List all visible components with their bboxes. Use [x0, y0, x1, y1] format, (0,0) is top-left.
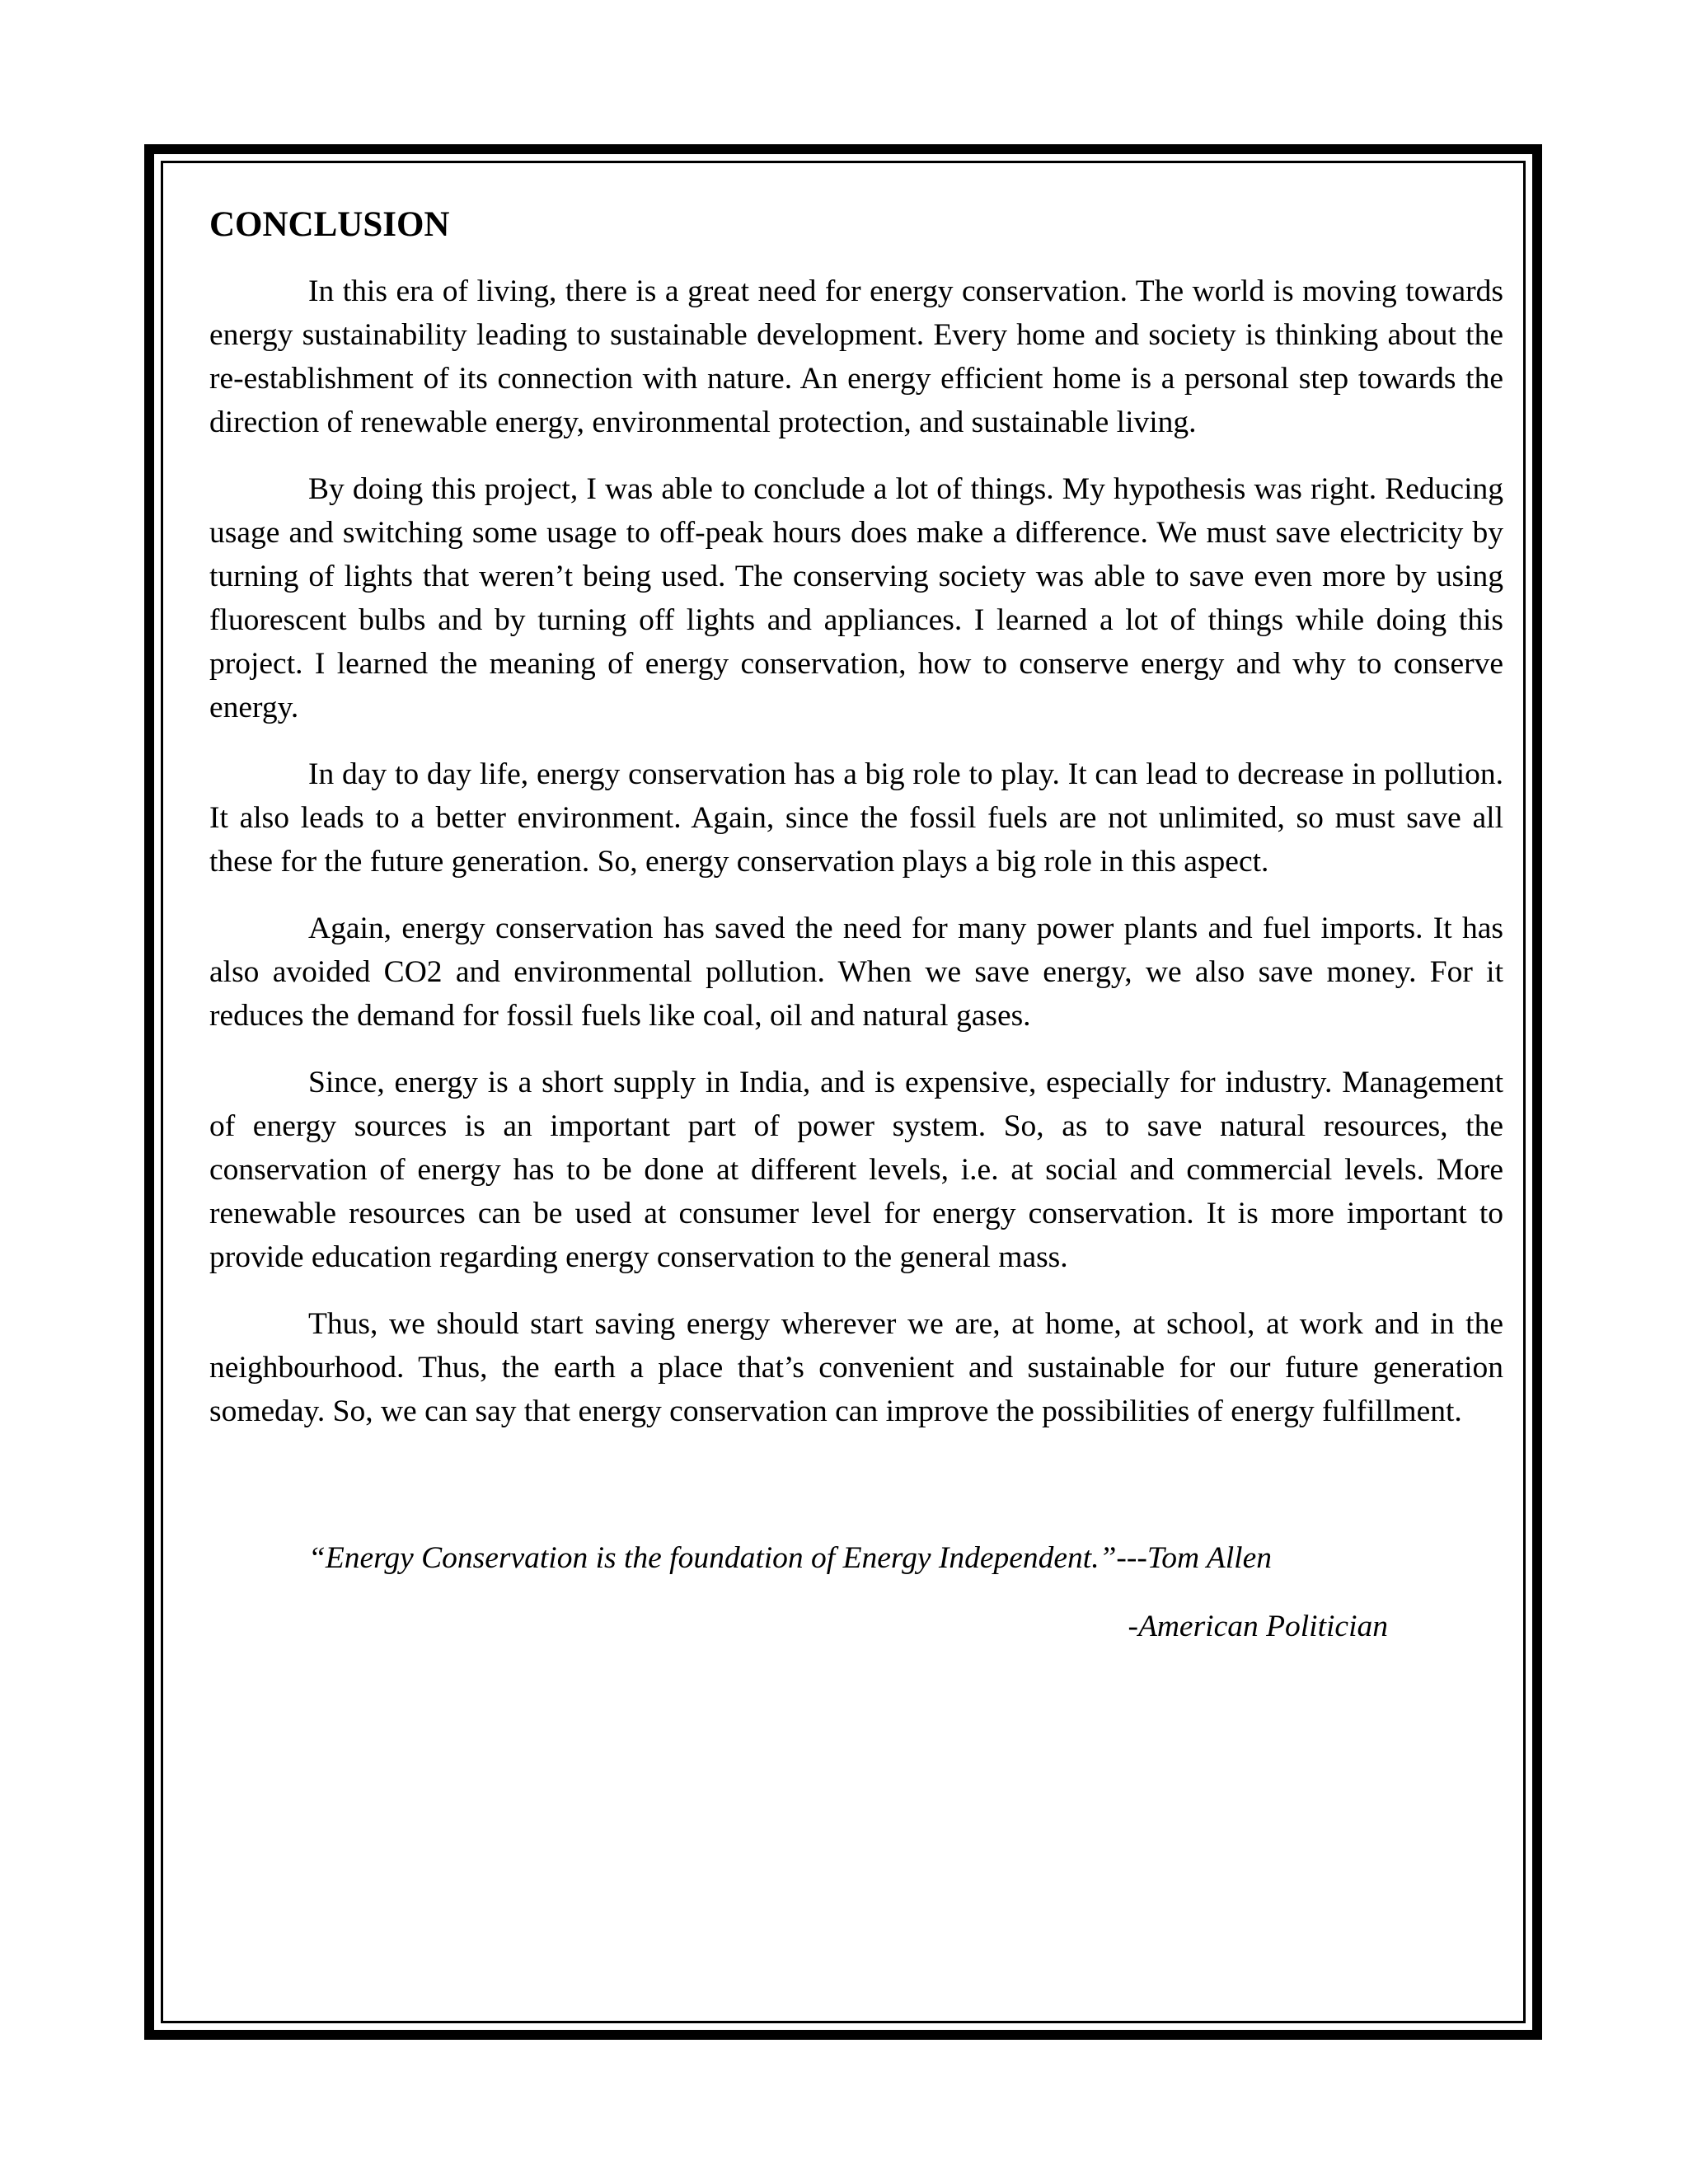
- paragraph-2: By doing this project, I was able to conclude a lot of things. My hypothesis was right. Reducing usage and switching some usage to off-peak hours does make a difference. We must save electricity by turning of lights that weren’t being used. The conserving society was able to save even more by using fluorescent bulbs and by turning off lights and appliances. I learned a lot of things while doing this project. I learned the meaning of energy conservation, how to conserve energy and why to conserve energy.: [209, 471, 1503, 724]
- quote-attribution: -American Politician: [1128, 1609, 1388, 1643]
- page-title: CONCLUSION: [209, 205, 450, 244]
- paragraph-6: Thus, we should start saving energy wherever we are, at home, at school, at work and in the neighbourhood. Thus, the earth a place that’s convenient and sustainable for our future generation someday. So, we can say that energy conservation can improve the possibilities of energy fulfillment.: [209, 1306, 1503, 1428]
- page-border: [144, 144, 1542, 2040]
- page-content: [209, 204, 1503, 1648]
- closing-quote: “Energy Conservation is the foundation of Energy Independent.”---Tom Allen: [308, 1540, 1272, 1575]
- paragraph-5: Since, energy is a short supply in India, and is expensive, especially for industry. Management of energy sources is an important part of power system. So, as to save natural resources, the conservation of energy has to be done at different levels, i.e. at social and commercial levels. More renewable resources can be used at consumer level for energy conservation. It is more important to provide education regarding energy conservation to the general mass.: [209, 1065, 1503, 1274]
- paragraph-3: In day to day life, energy conservation has a big role to play. It can lead to decrease in pollution. It also leads to a better environment. Again, since the fossil fuels are not unlimited, so must save all these for the future generation. So, energy conservation plays a big role in this aspect.: [209, 757, 1503, 879]
- paragraph-1: In this era of living, there is a great need for energy conservation. The world is moving towards energy sustainability leading to sustainable development. Every home and society is thinking about the re-establishment of its connection with nature. An energy efficient home is a personal step towards the direction of renewable energy, environmental protection, and sustainable living.: [209, 274, 1503, 439]
- paragraph-4: Again, energy conservation has saved the need for many power plants and fuel imports. It has also avoided CO2 and environmental pollution. When we save energy, we also save money. For it reduces the demand for fossil fuels like coal, oil and natural gases.: [209, 911, 1503, 1033]
